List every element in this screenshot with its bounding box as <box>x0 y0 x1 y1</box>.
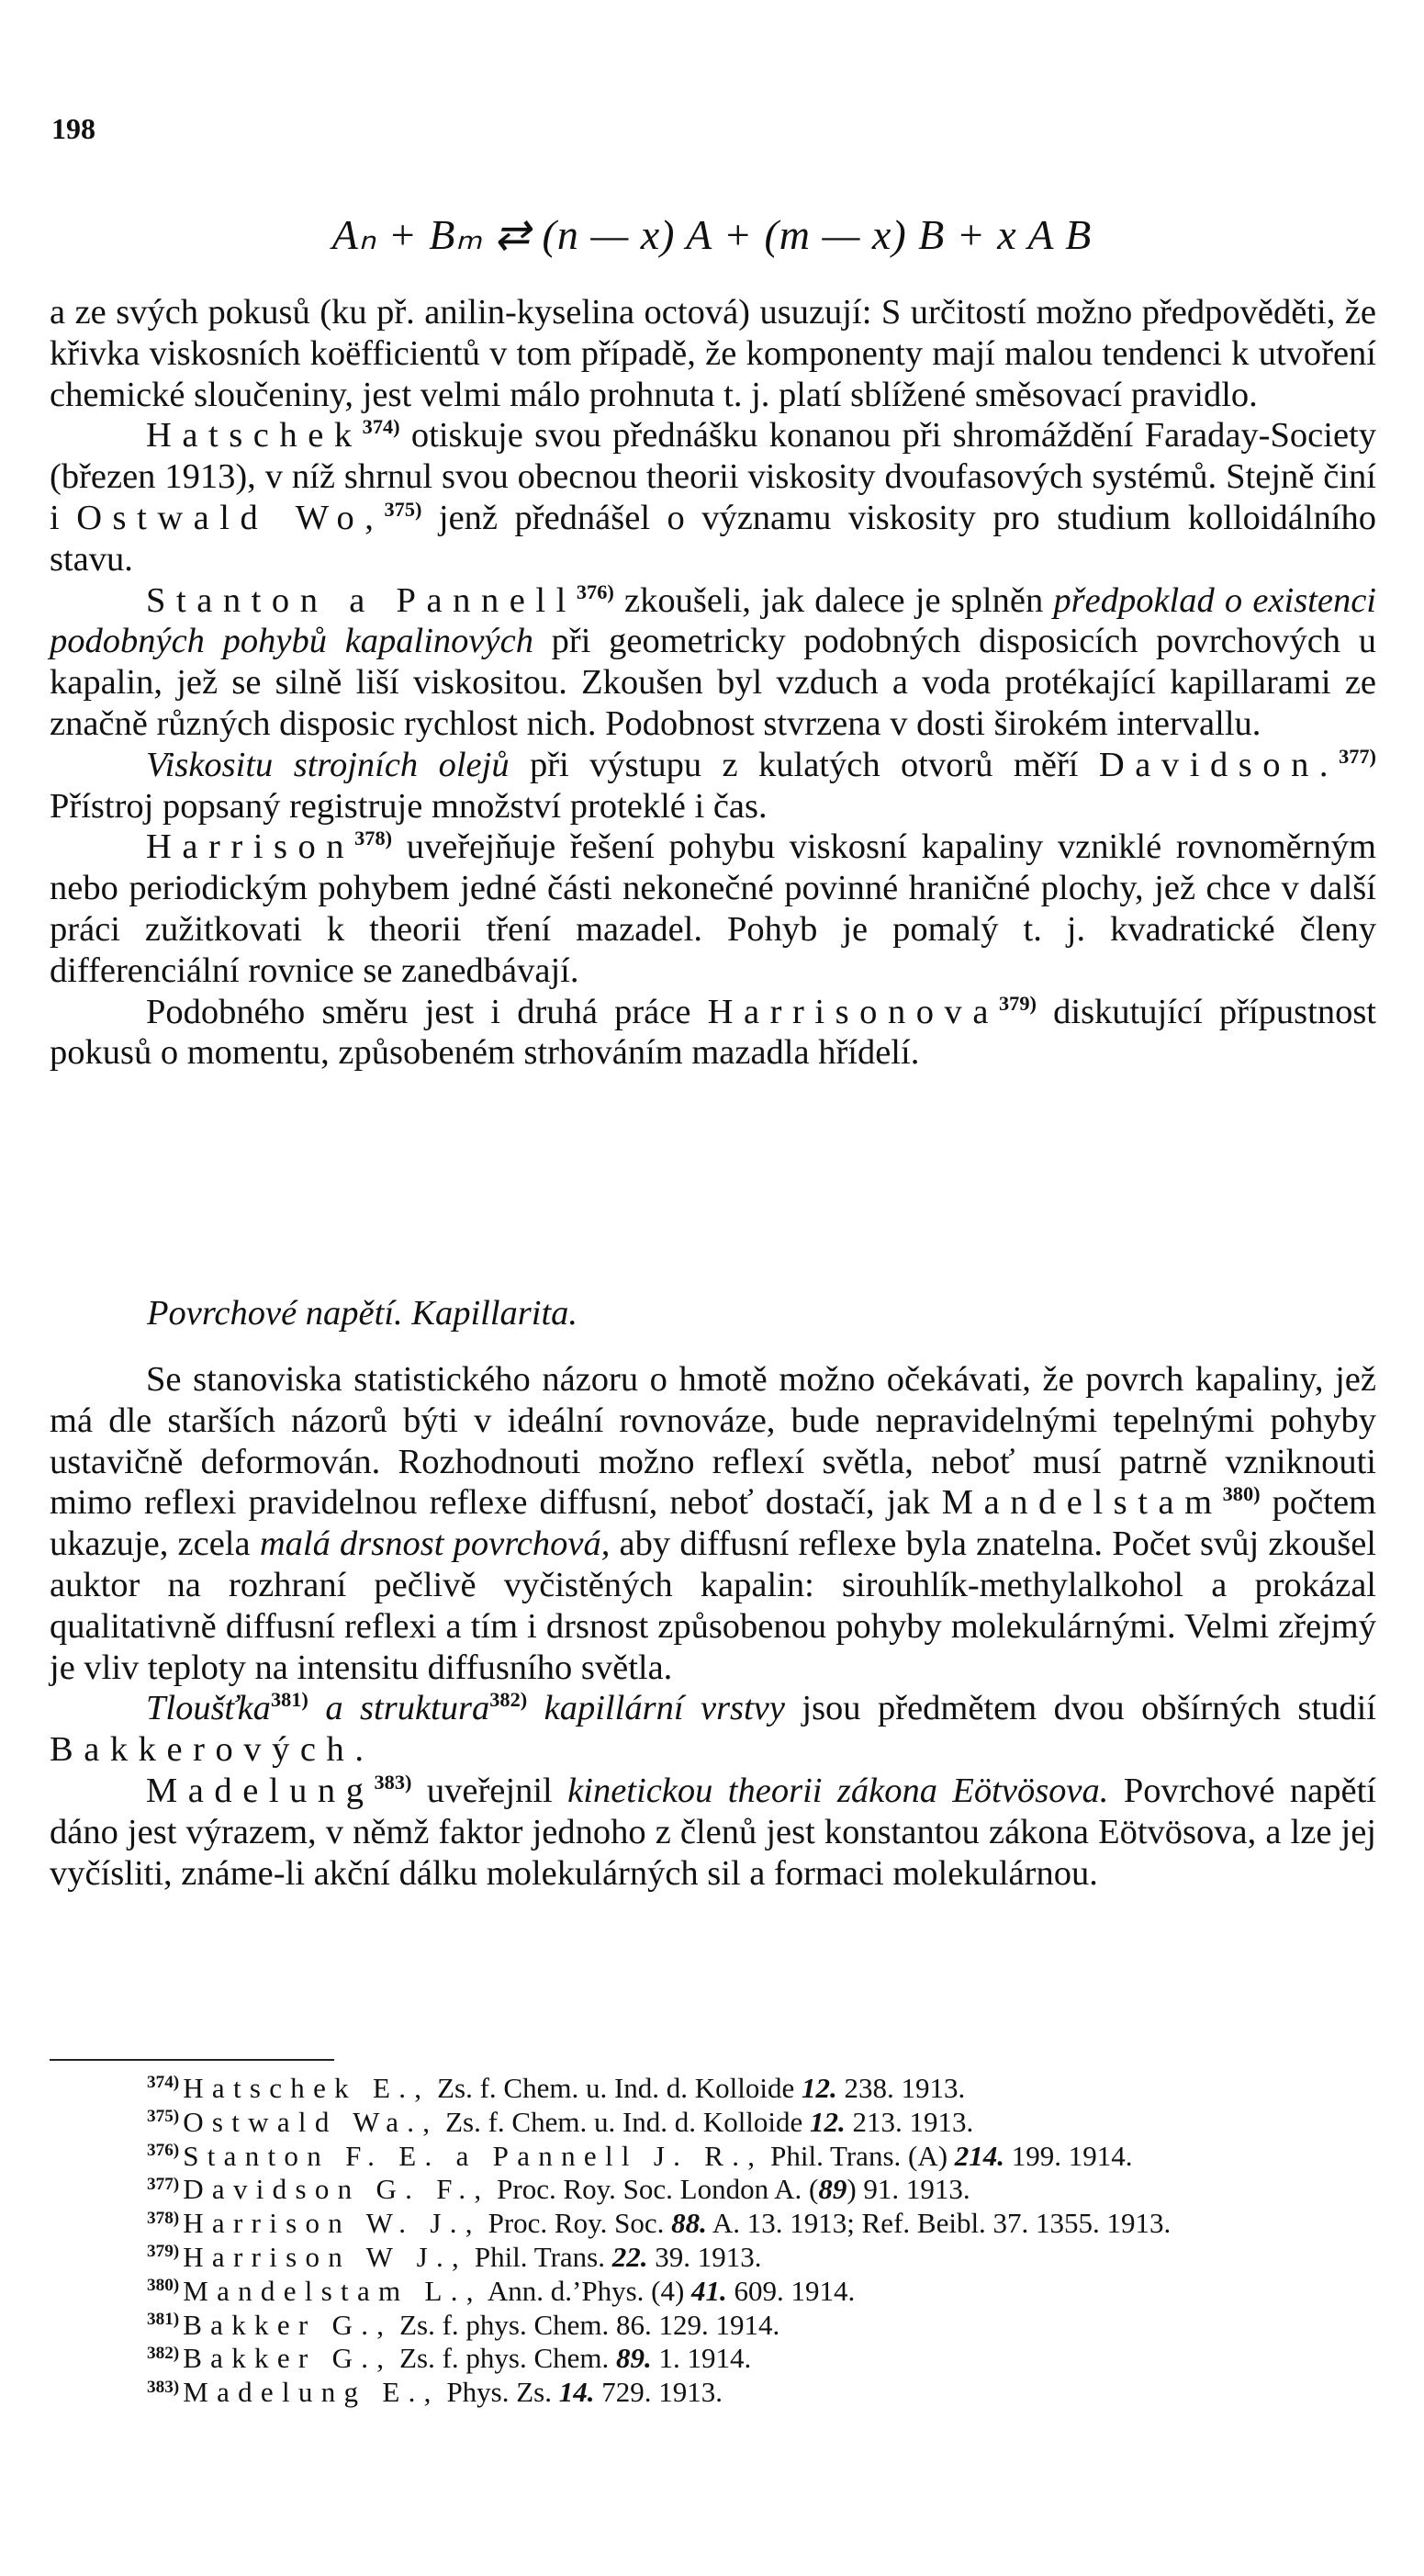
paragraph-7 <box>50 1359 1376 1688</box>
paragraph-5 <box>50 827 1376 991</box>
ref-mark: 374) <box>362 415 400 439</box>
footnote <box>50 2275 1376 2309</box>
footnote-number: 374) <box>147 2073 180 2093</box>
footnote-author: Madelung E., <box>183 2376 440 2409</box>
main-text <box>50 292 1376 1074</box>
author-name: Harrisonova <box>707 992 999 1031</box>
paragraph-9 <box>50 1771 1376 1894</box>
footnote-author: Bakker G., <box>183 2342 393 2375</box>
footnote-author: Stanton F. E. a Pannell J. R., <box>183 2139 764 2172</box>
italic-text: Viskositu strojních olejů <box>146 745 510 784</box>
footnote-number: 378) <box>147 2208 180 2228</box>
author-name: Madelung <box>146 1771 375 1810</box>
footnote-text: 213. 1913. <box>845 2105 974 2138</box>
footnote-text: Proc. Roy. Soc. <box>480 2207 672 2240</box>
footnote-author: Harrison W. J., <box>183 2207 481 2240</box>
text: při geometricky podobných disposicích povrchových u kapalin, jež se silně liší viskositou. Zkoušen byl vzduch a voda protékající kapillarami ze značně různých disposic rychlost nich. Podobnost stvrzena v dosti širokém intervallu. <box>50 622 1377 743</box>
text: aby diffusní reflexe byla znatelna. Počet svůj zkoušel auktor na rozhraní pečlivě vyčistěných kapalin: sirouhlík-methylalkohol a prokázal qualitativně diffusní reflexi a tím i drsnost způsobenou pohyby molekulárnými. Velmi zřejmý je vliv teploty na intensitu diffusního světla. <box>50 1524 1376 1687</box>
footnote-volume: 88. <box>671 2207 707 2240</box>
footnote-author: Hatschek E., <box>183 2072 431 2104</box>
footnote-volume: 12. <box>810 2105 846 2138</box>
footnote <box>50 2207 1376 2241</box>
footnote-number: 383) <box>147 2377 180 2397</box>
footnote <box>50 2241 1376 2275</box>
footnote-author: Mandelstam L., <box>183 2274 482 2307</box>
ref-mark: 377) <box>1339 744 1376 768</box>
ref-mark: 381) <box>270 1688 308 1712</box>
equation: Aₙ + Bₘ ⇄ (n — x) A + (m — x) B + x A B <box>331 211 1093 258</box>
footnote-text: 39. 1913. <box>647 2240 762 2273</box>
footnote-author: Bakker G., <box>183 2308 393 2341</box>
footnote-volume: 214. <box>954 2139 1005 2172</box>
footnote <box>50 2342 1376 2376</box>
footnote-volume: 41. <box>691 2274 727 2307</box>
italic-text: malá drsnost povrchová, <box>259 1524 611 1564</box>
footnote-author: Harrison W J., <box>183 2240 468 2273</box>
italic-text: předpoklad o existenci podobných pohybů kapalinových <box>50 580 1376 661</box>
italic-text: kapillární vrstvy <box>527 1689 785 1728</box>
footnote-number: 381) <box>147 2310 180 2330</box>
ref-mark: 375) <box>384 498 422 522</box>
text: diskutující přípustnost pokusů o momentu, způsobeném strhováním mazadla hřídelí. <box>50 992 1376 1073</box>
paragraph-3 <box>50 580 1376 745</box>
footnote <box>50 2309 1376 2343</box>
text: otiskuje svou přednášku konanou při shromáždění Faraday-Society (březen 1913), v níž shrnul svou obecnou theorii viskosity dvoufasových systémů. Stejně činí i <box>50 416 1376 537</box>
paragraph-8 <box>50 1688 1376 1771</box>
footnote-number: 380) <box>147 2276 180 2296</box>
ref-mark: 376) <box>576 579 614 603</box>
italic-text: kinetickou theorii zákona Eötvösova. <box>567 1771 1109 1810</box>
footnote <box>50 2072 1376 2106</box>
ref-mark: 379) <box>999 991 1037 1015</box>
footnote-text: 1. 1914. <box>651 2342 752 2375</box>
text: Povrchové napětí dáno jest výrazem, v němž faktor jednoho z členů jest konstantou zákona Eötvösova, a lze jej vyčísliti, známe-li akční dálku molekulárných sil a formaci molekulárnou. <box>50 1771 1377 1893</box>
footnote-text: Proc. Roy. Soc. London A. ( <box>489 2173 819 2206</box>
text: zkoušeli, jak dalece je splněn <box>613 580 1054 620</box>
footnote-number: 375) <box>147 2107 180 2127</box>
footnote-text: 238. 1913. <box>836 2072 966 2104</box>
footnote-volume: 12. <box>802 2072 837 2104</box>
footnote-volume: 89. <box>616 2342 652 2375</box>
footnote <box>50 2140 1376 2174</box>
text: počtem ukazuje, zcela <box>50 1483 1376 1564</box>
footnote-text: Ann. d.’Phys. (4) <box>481 2274 692 2307</box>
ref-mark: 378) <box>354 827 393 850</box>
footnote-text: 729. 1913. <box>594 2376 723 2409</box>
text: jsou předmětem dvou obšírných studií <box>784 1689 1376 1728</box>
author-name: Ostwald Wo, <box>76 498 385 537</box>
text: uveřejňuje řešení pohybu viskosní kapaliny vzniklé rovnoměrným nebo periodickým pohybem jedné části nekonečné povinné hraničné plochy, jež chce v další práci zužitkovati k theorii tření mazadel. Pohyb je pomalý t. j. kvadratické členy differenciální rovnice se zanedbávají. <box>50 827 1376 990</box>
page-number: 198 <box>51 112 95 145</box>
ref-mark: 382) <box>489 1688 528 1712</box>
author-name: Mandelstam <box>941 1483 1223 1523</box>
footnote-text: Phil. Trans. <box>467 2240 612 2273</box>
text: Přístroj popsaný registruje množství proteklé i čas. <box>50 786 768 826</box>
footnote <box>50 2376 1376 2410</box>
text: při výstupu z kulatých otvorů měří <box>509 745 1099 784</box>
italic-text: a struktura <box>308 1689 490 1728</box>
footnote-text: Zs. f. Chem. u. Ind. d. Kolloide <box>438 2105 811 2138</box>
footnote-number: 377) <box>147 2174 180 2194</box>
paragraph-1: a ze svých pokusů (ku př. anilin-kyselina octová) usuzují: S určitostí možno předpověděti, že křivka viskosních koëfficientů v tom případě, že komponenty mají malou tendenci k utvoření chemické sloučeniny, jest velmi málo prohnuta t. j. platí sblížené směsovací pravidlo. <box>50 293 1376 414</box>
footnote-volume: 89 <box>818 2173 847 2206</box>
footnote-text: 609. 1914. <box>726 2274 856 2307</box>
text: Podobného směru jest i druhá práce <box>146 992 708 1031</box>
author-name: Harrison <box>146 827 355 867</box>
footnote-volume: 14. <box>558 2376 595 2409</box>
footnote <box>50 2173 1376 2207</box>
author-name: Bakkerových. <box>50 1730 375 1770</box>
italic-text: Tloušťka <box>146 1689 271 1728</box>
footnote-text: A. 13. 1913; Ref. Beibl. 37. 1355. 1913. <box>706 2207 1172 2240</box>
footnote-author: Ostwald Wa., <box>183 2105 439 2138</box>
footnote <box>50 2106 1376 2140</box>
section-heading: Povrchové napětí. Kapillarita. <box>147 1294 578 1333</box>
footnote-number: 382) <box>147 2343 180 2363</box>
footnote-text: Zs. f. phys. Chem. 86. 129. 1914. <box>392 2308 780 2341</box>
footnote-number: 376) <box>147 2141 180 2161</box>
paragraph-2 <box>50 415 1376 579</box>
footnote-divider <box>50 2059 334 2061</box>
ref-mark: 383) <box>374 1771 412 1794</box>
footnotes <box>50 2072 1376 2410</box>
paragraph-4 <box>50 745 1376 827</box>
footnote-text: Phys. Zs. <box>439 2376 559 2409</box>
footnote-text: Zs. f. phys. Chem. <box>392 2342 617 2375</box>
paragraph-6 <box>50 992 1376 1074</box>
author-name: Hatschek <box>146 416 363 456</box>
author-name: Davidson. <box>1098 745 1340 784</box>
footnote-text: ) 91. 1913. <box>847 2173 970 2206</box>
footnote-text: 199. 1914. <box>1004 2139 1133 2172</box>
footnote-volume: 22. <box>611 2240 648 2273</box>
footnote-number: 379) <box>147 2242 180 2262</box>
text: jenž přednášel o významu viskosity pro studium kolloidálního stavu. <box>50 498 1377 579</box>
footnote-text: Phil. Trans. (A) <box>763 2139 955 2172</box>
section-text <box>50 1359 1376 1894</box>
author-name: Stanton a Pannell <box>146 580 577 620</box>
footnote-text: Zs. f. Chem. u. Ind. d. Kolloide <box>430 2072 802 2104</box>
text: Se stanoviska statistického názoru o hmotě možno očekávati, že povrch kapaliny, jež má dle starších názorů býti v ideální rovnováze, bude nepravidelnými tepelnými pohyby ustavičně deformován. Rozhodnouti možno reflexí světla, neboť musí patrně vzniknouti mimo reflexi pravidelnou reflexe diffusní, neboť dostačí, jak <box>50 1360 1376 1523</box>
footnote-author: Davidson G. F., <box>183 2173 490 2206</box>
ref-mark: 380) <box>1222 1482 1261 1506</box>
text: uveřejnil <box>411 1771 568 1810</box>
